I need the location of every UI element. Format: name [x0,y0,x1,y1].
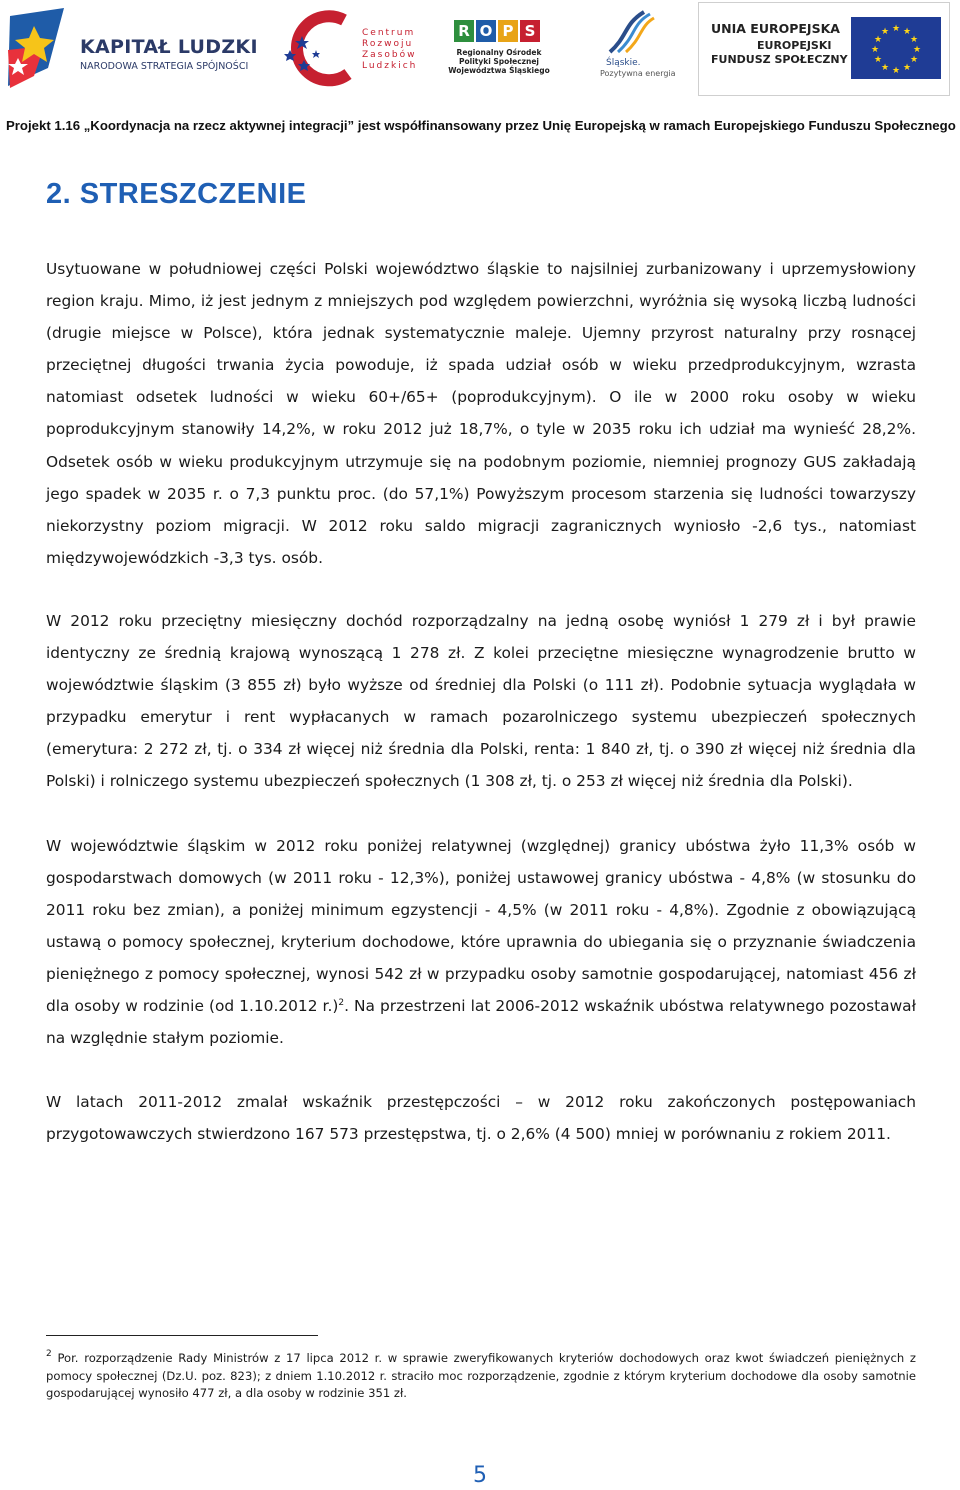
svg-text:★: ★ [873,55,883,65]
svg-text:★: ★ [880,63,890,73]
paragraph-crime: W latach 2011-2012 zmalał wskaźnik przestępczości – w 2012 roku zakończonych postępowaniach przygotowawczych stwierdzono 167 573 przestępstwa, tj. o 2,6% (4 500) mniej w porównaniu z rokiem 2011. [46,1093,916,1144]
crzl-line-1: Centrum [362,28,416,38]
rops-line-1: Regionalny Ośrodek [456,48,542,57]
svg-text:★: ★ [909,35,919,45]
svg-text:★: ★ [902,27,912,37]
kapital-ludzki-title: KAPITAŁ LUDZKI [80,36,258,58]
rops-name [444,48,554,75]
crzl-name [362,28,417,72]
rops-line-3: Województwa Śląskiego [448,66,550,75]
kapital-ludzki-subtitle: NARODOWA STRATEGIA SPÓJNOŚCI [80,61,249,72]
rops-line-2: Polityki Społecznej [458,57,540,66]
rops-letter: O [476,20,496,42]
paragraph-demography: Usytuowane w południowej części Polski województwo śląskie to najsilniej zurbanizowany i uprzemysłowiony region kraju. Mimo, iż jest jednym z mniejszych pod względem powierzchni, wyróżnia się wysoką liczbą ludności (drugie miejsce w Polsce), która jednak systematycznie maleje. Ujemny przyrost naturalny przy rosnącej przeciętnej długości trwania życia powoduje, iż spada udział osób w wieku przedprodukcyjnym, wzrasta natomiast odsetek ludności w wieku 60+/65+ (poprodukcyjnym). O ile w 2000 roku osoby w wieku poprodukcyjnym stanowiły 14,2%, w roku 2012 już 18,7%, o tyle w 2035 roku ich udział ma wynieść 28,2%. Odsetek osób w wieku produkcyjnym utrzymuje się na podobnym poziomie, niemniej prognozy GUS zakładają jego spadek w 2035 r. o 7,3 punktu proc. (do 57,1%) Powyższym procesom starzenia się ludności towarzyszy niekorzystny poziom migracji. W 2012 roku saldo migracji zagranicznych wyniosło -2,6 tys., natomiast międzywojewódzkich -3,3 tys. osób. [46,260,916,567]
paragraph-poverty-tail: . Na przestrzeni lat 2006-2012 wskaźnik ubóstwa relatywnego pozostawał na względnie stałym poziomie. [46,996,916,1048]
logo-bar [0,0,960,108]
rops-letter: S [520,20,540,42]
paragraph-poverty [46,830,916,1055]
ue-line-2: EUROPEJSKI [757,39,832,52]
slaskie-logo [588,6,678,94]
kapital-ludzki-emblem-icon [4,6,78,94]
rops-letters [454,20,540,42]
document-body [46,253,916,1150]
svg-text:★: ★ [873,35,883,45]
crzl-line-4: Ludzkich [362,61,418,71]
footnote-text: Por. rozporządzenie Rady Ministrów z 17 lipca 2012 r. w sprawie zweryfikowanych kryteriów dochodowych oraz kwot świadczeń pieniężnych z pomocy społecznej (Dz.U. poz. 823); z dniem 1.10.2012 r. straciło moc rozporządzenie, zgodnie z którym kryterium dochodowe dla osoby samotnie gospodarującej wynosiło 477 zł, a dla osoby w rodzinie 351 zł. [46,1351,917,1400]
slaskie-swoosh-icon [588,6,678,58]
footnote-marker: 2 [46,1349,52,1359]
kapital-ludzki-logo [4,6,269,94]
rops-letter: P [498,20,518,42]
page-number: 5 [473,1463,487,1488]
svg-text:★: ★ [870,45,880,55]
svg-text:★: ★ [912,45,922,55]
svg-text:★: ★ [891,24,901,34]
paragraph-poverty-text: W województwie śląskim w 2012 roku poniżej relatywnej (względnej) granicy ubóstwa żyło 11,3% osób w gospodarstwach domowych (w 2011 roku - 12,3%), poniżej ustawowej granicy ubóstwa - 4,8% (w stosunku do 2011 roku bez zmian), a poniżej minimum egzystencji - 4,5% (w 2011 roku - 4,8%). Zgodnie z obowiązującą ustawą o pomocy społecznej, kryterium dochodowe, które uprawnia do ubiegania się o przyznanie świadczenia pieniężnego z pomocy społecznej, wynosi 542 zł w przypadku osoby samotnie gospodarującej, natomiast 456 zł dla osoby w rodzinie (od 1.10.2012 r.) [46,836,916,1015]
ue-line-3: FUNDUSZ SPOŁECZNY [711,53,848,66]
crzl-emblem-icon [282,6,362,94]
crzl-line-3: Zasobów [362,50,417,60]
rops-letter: R [454,20,474,42]
paragraph-income: W 2012 roku przeciętny miesięczny dochód rozporządzalny na jedną osobę wyniósł 1 279 zł i był prawie identyczny ze średnią krajową wynoszącą 1 278 zł. Z kolei przeciętne miesięczne wynagrodzenie brutto w województwie śląskim (3 855 zł) było wyższe od średniej dla Polski (o 111 zł). Podobnie sytuacja wyglądała w przypadku emerytur i rent wypłacanych w ramach pozarolniczego systemu ubezpieczeń społecznych (emerytura: 2 272 zł, tj. o 334 zł więcej niż średnia dla Polski, renta: 1 840 zł, tj. o 390 zł więcej niż średnia dla Polski) i rolniczego systemu ubezpieczeń społecznych (1 308 zł, tj. o 253 zł więcej niż średnia dla Polski). [46,611,916,791]
slaskie-name: Śląskie. [606,58,641,68]
svg-text:★: ★ [909,55,919,65]
footnote [46,1350,916,1403]
svg-text:★: ★ [880,27,890,37]
crzl-logo [282,6,418,94]
slaskie-tagline: Pozytywna energia [600,69,676,78]
ue-logo [698,2,950,96]
rops-logo [440,6,555,94]
ue-title: UNIA EUROPEJSKA [711,21,840,36]
svg-text:★: ★ [891,66,901,76]
footnote-reference[interactable]: 2 [338,997,345,1008]
svg-text:★: ★ [902,63,912,73]
section-title: 2. STRESZCZENIE [46,178,307,210]
eu-flag-icon [851,17,941,79]
project-info-line: Projekt 1.16 „Koordynacja na rzecz aktywnej integracji” jest współfinansowany przez Unię Europejską w ramach Europejskiego Funduszu Społecznego [6,118,956,133]
footnote-separator [46,1335,318,1336]
crzl-line-2: Rozwoju [362,39,414,49]
